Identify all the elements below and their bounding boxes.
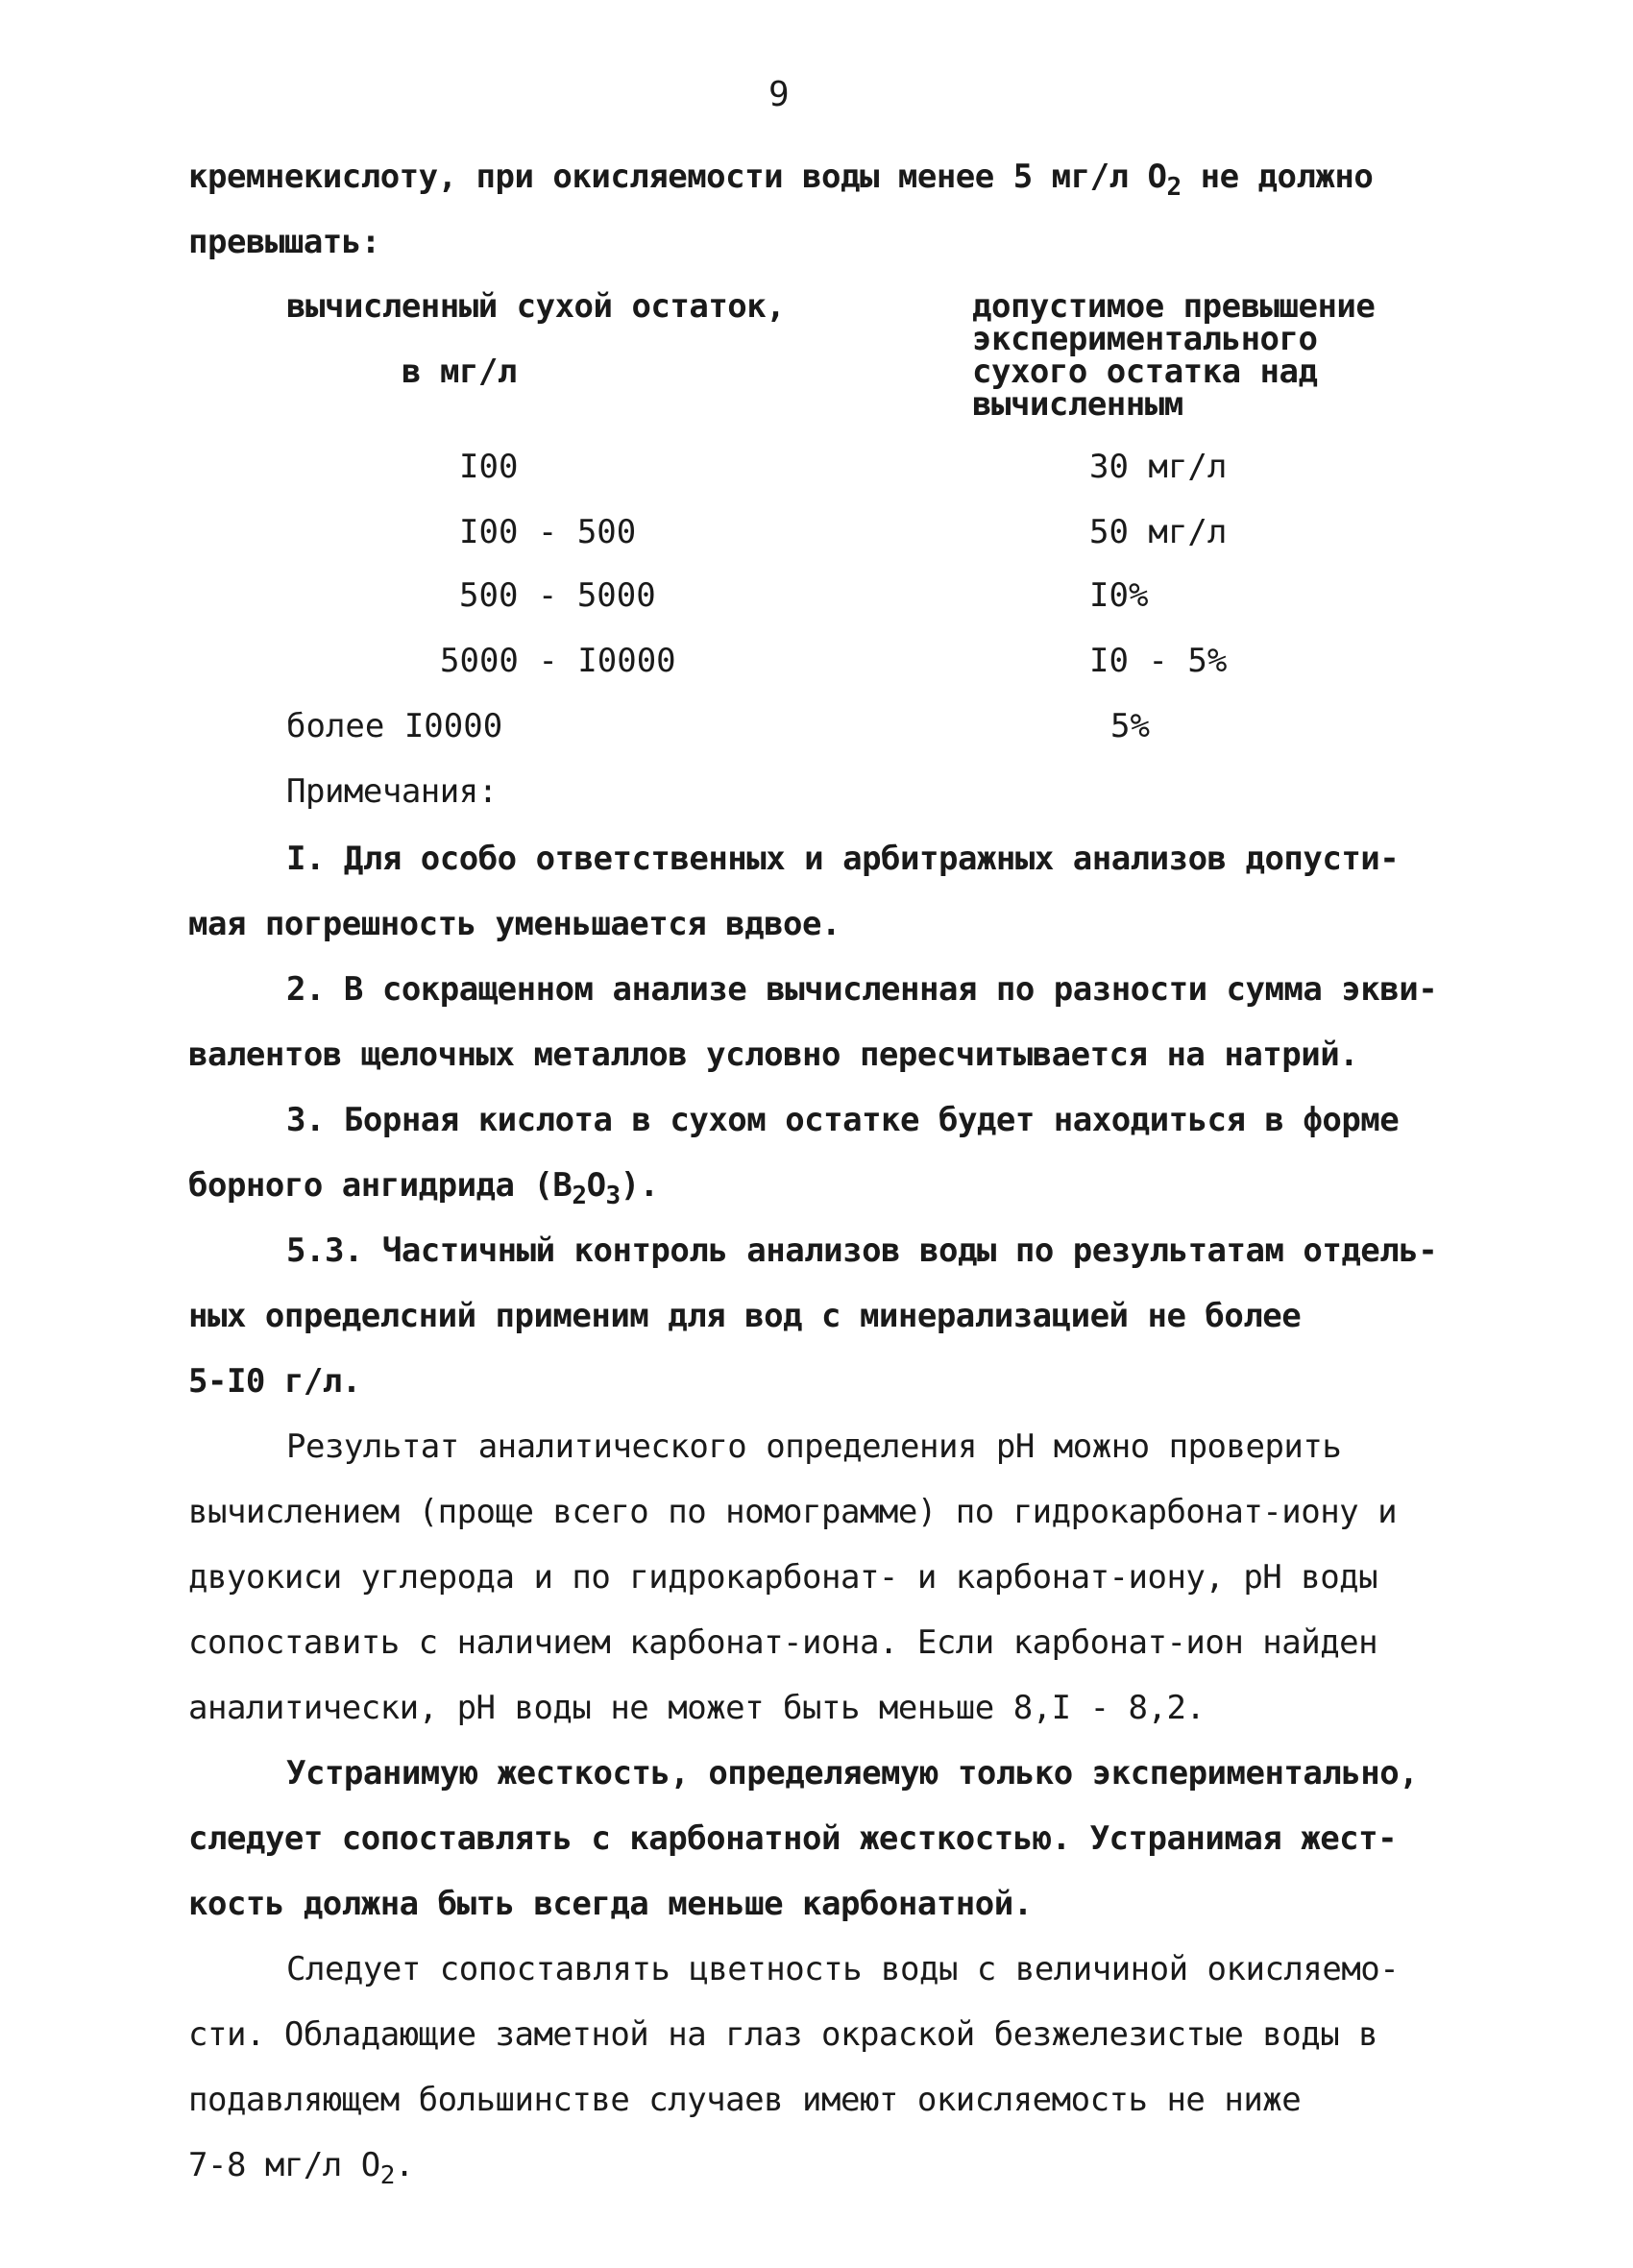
intro-line-1-tail: не должно <box>1181 158 1374 196</box>
note-3-line-2-tail: ). <box>620 1166 659 1205</box>
table-row-2-right: 50 мг/л <box>1089 513 1228 551</box>
ph-paragraph-line-1: Результат аналитического определения pH можно проверить <box>286 1427 1342 1466</box>
section-5-3-line-3: 5-I0 г/л. <box>188 1362 361 1401</box>
note-3-line-2-text: борного ангидрида (B <box>188 1166 573 1205</box>
intro-line-2: превышать: <box>188 223 380 261</box>
table-row-3-left: 500 - 5000 <box>459 576 656 615</box>
hardness-paragraph-line-1: Устранимую жесткость, определяемую только экспериментально, <box>286 1754 1419 1792</box>
hardness-paragraph-line-2: следует сопоставлять с карбонатной жесткостью. Устранимая жест- <box>188 1819 1398 1858</box>
page-number: 9 <box>768 75 790 114</box>
intro-line-1-text: кремнекислоту, при окисляемости воды менее 5 мг/л O <box>188 158 1167 196</box>
note-3-line-1: 3. Борная кислота в сухом остатке будет находиться в форме <box>286 1101 1400 1139</box>
ph-paragraph-line-2: вычислением (проще всего по номограмме) по гидрокарбонат-иону и <box>188 1493 1398 1531</box>
note-2-line-2: валентов щелочных металлов условно пересчитывается на натрий. <box>188 1036 1359 1074</box>
table-left-header-line-1: вычисленный сухой остаток, <box>286 287 786 326</box>
table-left-header-line-2: в мг/л <box>402 353 517 391</box>
table-row-1-left: I00 <box>459 448 519 486</box>
table-right-header-line-4: вычисленным <box>972 385 1183 424</box>
color-paragraph-line-1: Следует сопоставлять цветность воды с величиной окисляемо- <box>286 1950 1400 1988</box>
section-5-3-line-2: ных определсний применим для вод с минерализацией не более <box>188 1297 1302 1335</box>
ph-paragraph-line-5: аналитически, pH воды не может быть меньше 8,I - 8,2. <box>188 1689 1206 1727</box>
table-right-header-line-2: экспериментального <box>972 320 1318 358</box>
note-2-line-1: 2. В сокращенном анализе вычисленная по разности сумма экви- <box>286 970 1438 1009</box>
ph-paragraph-line-4: сопоставить с наличием карбонат-иона. Если карбонат-ион найден <box>188 1623 1378 1662</box>
color-paragraph-line-4-tail: . <box>394 2146 414 2184</box>
note-1-line-2: мая погрешность уменьшается вдвое. <box>188 905 841 943</box>
subscript: 2 <box>1166 173 1182 202</box>
color-paragraph-line-3: подавляющем большинстве случаев имеют окисляемость не ниже <box>188 2081 1302 2119</box>
note-3-line-2-mid: O <box>586 1166 606 1205</box>
color-paragraph-line-4-text: 7-8 мг/л O <box>188 2146 380 2184</box>
table-row-3-right: I0% <box>1089 576 1149 615</box>
ph-paragraph-line-3: двуокиси углерода и по гидрокарбонат- и карбонат-иону, pH воды <box>188 1558 1378 1597</box>
table-right-header-line-3: сухого остатка над <box>972 353 1318 391</box>
color-paragraph-line-2: сти. Обладающие заметной на глаз окраской безжелезистые воды в <box>188 2015 1378 2054</box>
subscript: 2 <box>379 2161 395 2190</box>
table-row-5-right: 5% <box>1110 707 1150 745</box>
intro-line-1 <box>188 158 1374 202</box>
note-1-line-1: I. Для особо ответственных и арбитражных анализов допусти- <box>286 840 1400 878</box>
note-3-line-2 <box>188 1166 659 1210</box>
table-right-header-line-1: допустимое превышение <box>972 287 1376 326</box>
section-5-3-line-1: 5.3. Частичный контроль анализов воды по результатам отдель- <box>286 1232 1438 1270</box>
table-row-5-left: более I0000 <box>286 707 503 745</box>
table-row-2-left: I00 - 500 <box>459 513 637 551</box>
subscript: 2 <box>572 1182 587 1210</box>
notes-heading: Примечания: <box>286 772 498 811</box>
table-row-4-left: 5000 - I0000 <box>440 642 676 680</box>
color-paragraph-line-4 <box>188 2146 414 2190</box>
subscript: 3 <box>605 1182 621 1210</box>
table-row-4-right: I0 - 5% <box>1089 642 1228 680</box>
table-row-1-right: 30 мг/л <box>1089 448 1228 486</box>
hardness-paragraph-line-3: кость должна быть всегда меньше карбонатной. <box>188 1885 1033 1923</box>
